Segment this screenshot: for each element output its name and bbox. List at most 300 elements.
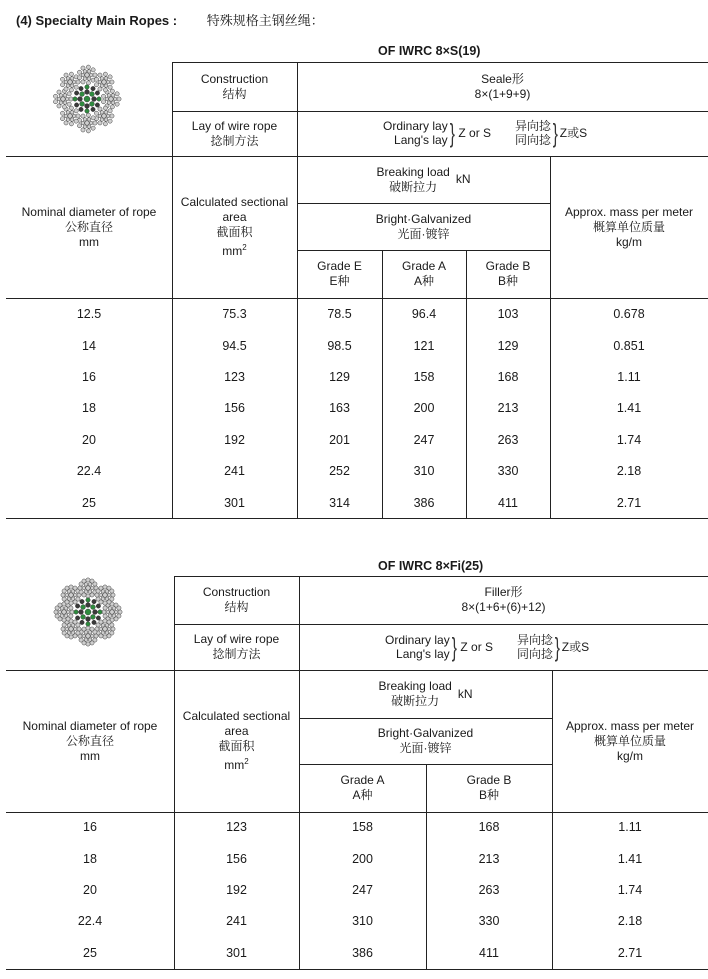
strand-inner-wire bbox=[70, 111, 74, 115]
strand-inner-wire bbox=[71, 624, 75, 628]
strand-inner-wire bbox=[83, 77, 87, 81]
z-or-s-cn: Z或S bbox=[559, 126, 588, 140]
strand-wire bbox=[86, 594, 90, 598]
lay-label: Lay of wire rope 捻制方法 bbox=[191, 118, 278, 148]
strand-inner-wire bbox=[87, 77, 91, 81]
strand-inner-wire bbox=[105, 590, 109, 594]
strand-wire bbox=[108, 109, 112, 113]
core-wire bbox=[85, 104, 90, 109]
strand-wire bbox=[70, 610, 74, 614]
core-wire bbox=[74, 103, 78, 107]
strand-wire bbox=[62, 597, 66, 601]
construction-value: Seale形 8×(1+9+9) bbox=[474, 71, 531, 101]
strand-core-wire bbox=[85, 121, 89, 125]
strand-wire bbox=[101, 100, 105, 104]
strand-inner-wire bbox=[101, 624, 105, 628]
strand-inner-wire bbox=[84, 583, 88, 587]
z-or-s: Z or S bbox=[458, 126, 492, 140]
strand-wire bbox=[86, 113, 90, 117]
strand-wire bbox=[69, 601, 73, 605]
table-1-title: OF IWRC 8×S(19) bbox=[378, 44, 481, 58]
core-wire bbox=[81, 615, 86, 620]
core-wire bbox=[91, 615, 96, 620]
strand-wire bbox=[103, 601, 107, 605]
strand-wire bbox=[61, 627, 65, 631]
strand-inner-wire bbox=[111, 94, 115, 98]
core-wire bbox=[90, 92, 95, 97]
strand-inner-wire bbox=[88, 590, 92, 594]
table-cell: 330 bbox=[497, 464, 519, 479]
strand-wire bbox=[94, 77, 98, 81]
lay-value: Ordinary lay Lang's lay } Z or S 异向捻 同向捻 } Z或S bbox=[385, 632, 590, 662]
table-cell: 22.4 bbox=[76, 464, 102, 479]
strand-wire bbox=[69, 122, 73, 126]
strand-wire bbox=[103, 88, 107, 92]
strand-wire bbox=[86, 642, 90, 646]
table-cell: 1.11 bbox=[617, 369, 641, 384]
strand-wire bbox=[62, 105, 66, 109]
core-wire bbox=[92, 599, 96, 603]
table-cell: 310 bbox=[413, 464, 435, 479]
strand-inner-wire bbox=[70, 77, 74, 81]
header-finish: Bright·Galvanized 光面·镀锌 bbox=[377, 726, 474, 755]
strand-core-wire bbox=[69, 593, 73, 597]
table-cell: 103 bbox=[497, 307, 519, 322]
strand-inner-wire bbox=[71, 631, 75, 635]
strand-inner-wire bbox=[72, 80, 76, 84]
strand-wire bbox=[69, 88, 73, 92]
strand-wire bbox=[103, 106, 107, 110]
header-diameter: Nominal diameter of rope 公称直径 mm bbox=[22, 718, 158, 763]
table-cell: 200 bbox=[413, 401, 435, 416]
strand-wire bbox=[76, 623, 80, 627]
strand-wire bbox=[91, 126, 95, 130]
table-cell: 301 bbox=[224, 495, 245, 510]
strand-core-wire bbox=[68, 114, 72, 118]
strand-inner-wire bbox=[64, 614, 68, 618]
strand-wire bbox=[60, 117, 64, 121]
table-cell: 411 bbox=[498, 495, 518, 510]
strand-wire bbox=[103, 72, 107, 76]
section-heading-cn: 特殊规格主钢丝绳： bbox=[206, 13, 324, 28]
strand-core-wire bbox=[86, 634, 90, 638]
table-cell: 2.18 bbox=[617, 914, 643, 929]
table-cell: 411 bbox=[479, 945, 499, 960]
strand-inner-wire bbox=[67, 631, 71, 635]
strand-wire bbox=[69, 635, 73, 639]
table-cell: 247 bbox=[413, 432, 435, 447]
strand-inner-wire bbox=[90, 586, 94, 590]
strand-wire bbox=[103, 614, 107, 618]
table-cell: 25 bbox=[83, 945, 97, 960]
strand-inner-wire bbox=[64, 80, 68, 84]
langs-lay: Lang's lay bbox=[396, 647, 450, 661]
strand-inner-wire bbox=[82, 586, 86, 590]
strand-wire bbox=[102, 610, 106, 614]
core-wire bbox=[92, 97, 97, 102]
strand-wire bbox=[103, 122, 107, 126]
table-cell: 386 bbox=[352, 945, 373, 960]
core-wire bbox=[85, 85, 89, 89]
lay-label: Lay of wire rope 捻制方法 bbox=[193, 632, 280, 661]
strand-inner-wire bbox=[88, 631, 92, 635]
table-cell: 0.678 bbox=[613, 307, 645, 322]
strand-inner-wire bbox=[113, 97, 117, 101]
strand-inner-wire bbox=[81, 121, 85, 125]
core-wire bbox=[80, 92, 85, 97]
table-cell: 330 bbox=[478, 914, 500, 929]
table-cell: 1.74 bbox=[616, 432, 642, 447]
table-cell: 123 bbox=[226, 820, 247, 835]
core-wire bbox=[91, 86, 95, 90]
strand-wire bbox=[67, 92, 71, 96]
strand-wire bbox=[111, 593, 115, 597]
strand-inner-wire bbox=[70, 84, 74, 88]
strand-inner-wire bbox=[88, 638, 92, 642]
strand-core-wire bbox=[69, 627, 73, 631]
core-wire bbox=[86, 617, 91, 622]
table-cell: 263 bbox=[497, 432, 519, 447]
table-cell: 168 bbox=[478, 820, 500, 835]
core-wire bbox=[97, 97, 101, 101]
table-cell: 75.3 bbox=[222, 307, 247, 322]
header-grade-e: Grade E E种 bbox=[317, 259, 362, 288]
table-cell: 263 bbox=[478, 882, 500, 897]
table-cell: 201 bbox=[329, 432, 350, 447]
z-or-s: Z or S bbox=[460, 640, 494, 654]
strand-inner-wire bbox=[71, 590, 75, 594]
core-wire bbox=[96, 616, 100, 620]
ordinary-lay: Ordinary lay bbox=[383, 119, 448, 133]
table-cell: 18 bbox=[83, 851, 97, 866]
strand-inner-wire bbox=[98, 80, 102, 84]
strand-core-wire bbox=[61, 97, 65, 101]
table-cell: 0.851 bbox=[613, 338, 645, 353]
strand-wire bbox=[69, 585, 73, 589]
strand-wire bbox=[115, 102, 119, 106]
strand-wire bbox=[77, 627, 81, 631]
strand-core-wire bbox=[110, 610, 114, 614]
strand-wire bbox=[62, 618, 66, 622]
strand-inner-wire bbox=[67, 597, 71, 601]
strand-core-wire bbox=[85, 73, 89, 77]
core-wire bbox=[80, 102, 85, 107]
strand-inner-wire bbox=[105, 631, 109, 635]
strand-inner-wire bbox=[89, 121, 93, 125]
core-wire bbox=[78, 97, 83, 102]
core-wire bbox=[75, 616, 79, 620]
table-cell: 22.4 bbox=[77, 914, 103, 929]
table-cell: 247 bbox=[352, 882, 373, 897]
z-or-s-cn: Z或S bbox=[561, 640, 590, 654]
table-cell: 314 bbox=[329, 495, 350, 510]
core-wire bbox=[86, 603, 91, 608]
strand-inner-wire bbox=[67, 590, 71, 594]
strand-inner-wire bbox=[112, 614, 116, 618]
strand-wire bbox=[117, 97, 121, 101]
strand-wire bbox=[74, 119, 78, 123]
strand-inner-wire bbox=[65, 97, 69, 101]
wire-rope-cross-section-icon bbox=[51, 575, 125, 649]
strand-wire bbox=[74, 85, 78, 89]
strand-inner-wire bbox=[100, 77, 104, 81]
strand-inner-wire bbox=[70, 118, 74, 122]
core-wire bbox=[79, 86, 83, 90]
strand-wire bbox=[101, 94, 105, 98]
strand-inner-wire bbox=[65, 593, 69, 597]
core-wire bbox=[81, 605, 86, 610]
strand-inner-wire bbox=[105, 97, 109, 101]
strand-inner-wire bbox=[104, 77, 108, 81]
table-cell: 158 bbox=[352, 820, 373, 835]
table-cell: 241 bbox=[224, 464, 245, 479]
header-mass: Approx. mass per meter 概算单位质量 kg/m bbox=[564, 204, 694, 249]
core-wire bbox=[91, 605, 96, 610]
core-wire bbox=[74, 610, 78, 614]
strand-wire bbox=[94, 111, 98, 115]
strand-inner-wire bbox=[84, 631, 88, 635]
strand-core-wire bbox=[102, 80, 106, 84]
table-cell: 1.41 bbox=[617, 851, 643, 866]
strand-wire bbox=[103, 585, 107, 589]
strand-wire bbox=[69, 97, 73, 101]
strand-wire bbox=[108, 75, 112, 79]
strand-inner-wire bbox=[100, 84, 104, 88]
strand-inner-wire bbox=[101, 590, 105, 594]
construction-value: Filler形 8×(1+6+(6)+12) bbox=[461, 585, 546, 614]
strand-inner-wire bbox=[87, 125, 91, 129]
table-cell: 18 bbox=[82, 401, 96, 416]
core-wire bbox=[86, 622, 90, 626]
core-wire bbox=[92, 620, 96, 624]
strand-inner-wire bbox=[88, 583, 92, 587]
strand-core-wire bbox=[62, 610, 66, 614]
core-wire bbox=[73, 97, 77, 101]
strand-inner-wire bbox=[89, 73, 93, 77]
strand-inner-wire bbox=[71, 597, 75, 601]
strand-wire bbox=[62, 631, 66, 635]
table-cell: 121 bbox=[413, 338, 435, 353]
strand-wire bbox=[79, 638, 83, 642]
strand-wire bbox=[60, 77, 64, 81]
strand-wire bbox=[76, 80, 80, 84]
strand-wire bbox=[110, 623, 114, 627]
strand-inner-wire bbox=[65, 627, 69, 631]
strand-inner-wire bbox=[104, 84, 108, 88]
strand-inner-wire bbox=[87, 70, 91, 74]
strand-inner-wire bbox=[104, 118, 108, 122]
strand-inner-wire bbox=[81, 73, 85, 77]
strand-inner-wire bbox=[83, 118, 87, 122]
table-cell: 2.18 bbox=[616, 464, 642, 479]
strand-inner-wire bbox=[104, 111, 108, 115]
strand-inner-wire bbox=[107, 94, 111, 98]
core-wire bbox=[80, 599, 84, 603]
strand-inner-wire bbox=[67, 624, 71, 628]
table-cell: 192 bbox=[224, 432, 245, 447]
core-wire bbox=[85, 109, 89, 113]
strand-wire bbox=[69, 72, 73, 76]
strand-inner-wire bbox=[73, 593, 77, 597]
strand-wire bbox=[60, 83, 64, 87]
strand-inner-wire bbox=[84, 590, 88, 594]
table-cell: 96.4 bbox=[411, 307, 437, 322]
construction-label: Construction 结构 bbox=[202, 585, 271, 614]
strand-inner-wire bbox=[63, 94, 67, 98]
table-cell: 78.5 bbox=[327, 307, 352, 322]
strand-wire bbox=[76, 114, 80, 118]
strand-inner-wire bbox=[101, 597, 105, 601]
strand-inner-wire bbox=[98, 114, 102, 118]
table-cell: 20 bbox=[82, 432, 96, 447]
table-cell: 98.5 bbox=[327, 338, 352, 353]
header-finish: Bright·Galvanized 光面·镀锌 bbox=[375, 211, 472, 241]
core-wire bbox=[86, 598, 90, 602]
strand-inner-wire bbox=[83, 70, 87, 74]
strand-wire bbox=[77, 124, 81, 128]
strand-wire bbox=[54, 610, 58, 614]
table-cell: 14 bbox=[82, 338, 96, 353]
strand-wire bbox=[86, 129, 90, 133]
strand-inner-wire bbox=[66, 610, 70, 614]
strand-inner-wire bbox=[59, 94, 63, 98]
strand-inner-wire bbox=[66, 118, 70, 122]
core-wire bbox=[75, 604, 79, 608]
strand-inner-wire bbox=[114, 610, 118, 614]
table-cell: 156 bbox=[224, 401, 245, 416]
strand-core-wire bbox=[68, 80, 72, 84]
core-wire bbox=[93, 610, 98, 615]
header-breaking-load: Breaking load 破断拉力 kN bbox=[378, 679, 473, 708]
strand-inner-wire bbox=[64, 607, 68, 611]
strand-inner-wire bbox=[83, 125, 87, 129]
strand-inner-wire bbox=[105, 624, 109, 628]
strand-wire bbox=[61, 593, 65, 597]
strand-inner-wire bbox=[66, 111, 70, 115]
strand-inner-wire bbox=[59, 101, 63, 105]
table-cell: 386 bbox=[413, 495, 435, 510]
strand-wire bbox=[93, 121, 97, 125]
core-wire bbox=[80, 620, 84, 624]
strand-inner-wire bbox=[100, 118, 104, 122]
strand-wire bbox=[93, 582, 97, 586]
core-wire bbox=[79, 610, 84, 615]
strand-inner-wire bbox=[101, 631, 105, 635]
strand-inner-wire bbox=[60, 614, 64, 618]
strand-wire bbox=[78, 586, 82, 590]
core-wire bbox=[84, 96, 90, 102]
strand-inner-wire bbox=[107, 627, 111, 631]
core-wire bbox=[95, 103, 99, 107]
section-heading-en: (4) Specialty Main Ropes : bbox=[16, 13, 178, 28]
strand-wire bbox=[53, 100, 57, 104]
table-cell: 156 bbox=[226, 851, 247, 866]
strand-wire bbox=[110, 114, 114, 118]
langs-lay: Lang's lay bbox=[394, 133, 448, 147]
strand-core-wire bbox=[109, 97, 113, 101]
strand-inner-wire bbox=[107, 101, 111, 105]
strand-core-wire bbox=[103, 627, 107, 631]
strand-inner-wire bbox=[107, 593, 111, 597]
core-wire bbox=[79, 107, 83, 111]
core-wire bbox=[74, 91, 78, 95]
strand-wire bbox=[86, 626, 90, 630]
ordinary-lay: Ordinary lay bbox=[385, 633, 450, 647]
table-cell: 16 bbox=[82, 369, 96, 384]
table-cell: 1.41 bbox=[616, 401, 642, 416]
header-mass: Approx. mass per meter 概算单位质量 kg/m bbox=[565, 718, 695, 763]
table-cell: 310 bbox=[352, 914, 373, 929]
table-cell: 1.11 bbox=[618, 820, 642, 835]
strand-wire bbox=[103, 635, 107, 639]
strand-wire bbox=[118, 610, 122, 614]
strand-wire bbox=[117, 606, 121, 610]
core-wire bbox=[98, 610, 102, 614]
strand-inner-wire bbox=[87, 118, 91, 122]
wire-rope-cross-section-icon bbox=[50, 62, 124, 136]
strand-wire bbox=[110, 89, 114, 93]
strand-inner-wire bbox=[64, 114, 68, 118]
header-grade-b: Grade B B种 bbox=[485, 259, 531, 288]
strand-wire bbox=[95, 593, 99, 597]
strand-inner-wire bbox=[100, 111, 104, 115]
strand-inner-wire bbox=[72, 114, 76, 118]
header-diameter: Nominal diameter of rope 公称直径 mm bbox=[21, 204, 157, 249]
table-cell: 12.5 bbox=[76, 307, 102, 322]
strand-wire bbox=[86, 65, 90, 69]
table-2-title: OF IWRC 8×Fi(25) bbox=[378, 559, 484, 573]
table-cell: 20 bbox=[83, 882, 97, 897]
table-cell: 158 bbox=[413, 369, 435, 384]
header-grade-b: Grade B B种 bbox=[466, 773, 512, 802]
table-cell: 25 bbox=[82, 495, 96, 510]
strand-wire bbox=[110, 589, 114, 593]
strand-inner-wire bbox=[58, 610, 62, 614]
header-area: Calculated sectional area 截面积 $mm^2$ bbox=[182, 709, 291, 772]
strand-inner-wire bbox=[105, 597, 109, 601]
table-cell: 2.71 bbox=[616, 495, 642, 510]
header-grade-a: Grade A A种 bbox=[340, 773, 385, 802]
table-cell: 168 bbox=[497, 369, 519, 384]
core-wire bbox=[96, 604, 100, 608]
strand-wire bbox=[55, 614, 59, 618]
strand-inner-wire bbox=[99, 593, 103, 597]
strand-inner-wire bbox=[111, 101, 115, 105]
strand-wire bbox=[74, 109, 78, 113]
header-area: Calculated sectional area 截面积 $mm^2$ bbox=[180, 195, 289, 258]
strand-inner-wire bbox=[112, 607, 116, 611]
table-cell: 200 bbox=[352, 851, 373, 866]
strand-inner-wire bbox=[82, 634, 86, 638]
strand-wire bbox=[103, 619, 107, 623]
header-grade-a: Grade A A种 bbox=[401, 259, 447, 288]
table-cell: 16 bbox=[83, 820, 97, 835]
table-cell: 2.71 bbox=[617, 945, 643, 960]
strand-inner-wire bbox=[66, 84, 70, 88]
core-wire bbox=[95, 91, 99, 95]
strand-inner-wire bbox=[106, 610, 110, 614]
strand-wire bbox=[69, 606, 73, 610]
strand-wire bbox=[108, 119, 112, 123]
strand-wire bbox=[96, 597, 100, 601]
strand-wire bbox=[93, 73, 97, 77]
table-cell: 94.5 bbox=[222, 338, 247, 353]
table-cell: 129 bbox=[329, 369, 350, 384]
strand-wire bbox=[69, 106, 73, 110]
strand-inner-wire bbox=[84, 638, 88, 642]
strand-wire bbox=[93, 630, 97, 634]
strand-wire bbox=[60, 111, 64, 115]
